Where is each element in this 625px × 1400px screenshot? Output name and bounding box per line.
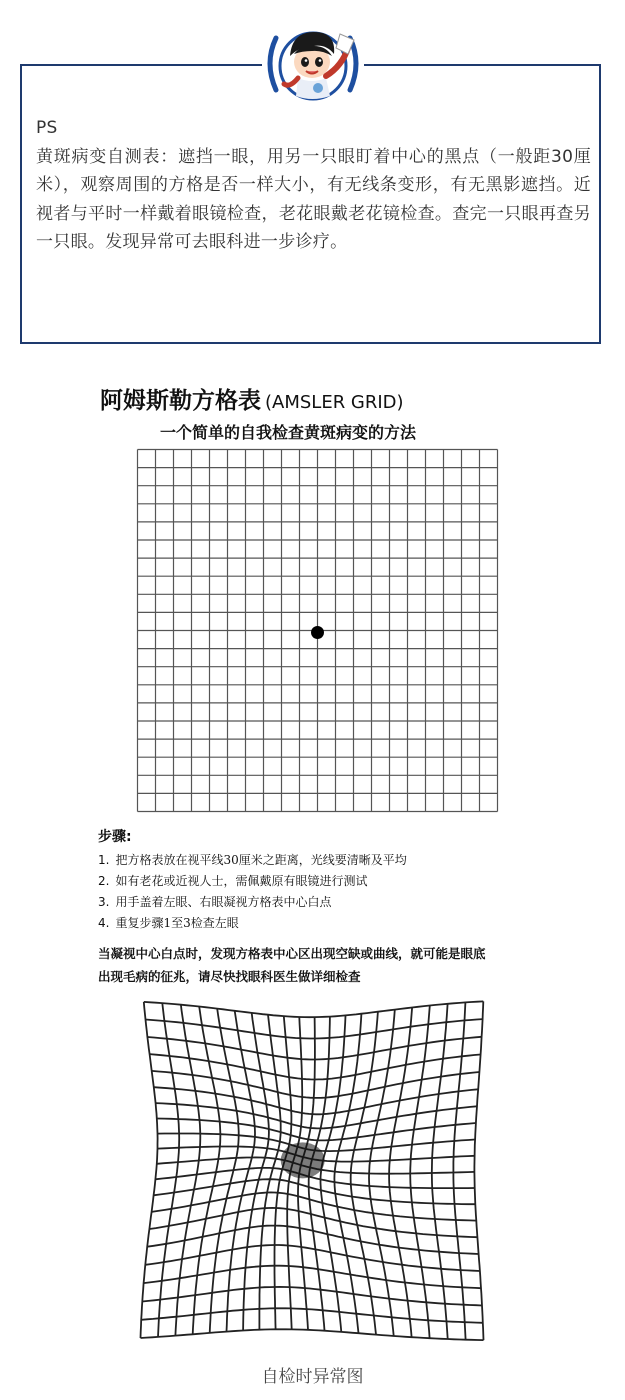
mascot-illustration	[262, 18, 364, 108]
ps-label: PS	[36, 118, 58, 138]
distorted-line-vertical	[321, 1015, 346, 1332]
distorted-line-vertical	[389, 1008, 412, 1338]
warning-text: 当凝视中心白点时，发现方格表中心区出现空缺或曲线，就可能是眼底 出现毛病的征兆，请尽快找眼科医生做详细检查	[98, 946, 486, 984]
distorted-line-horizontal	[145, 1245, 480, 1271]
distorted-line-vertical	[453, 1002, 465, 1339]
distorted-line-horizontal	[156, 1103, 477, 1128]
distorted-line-vertical	[474, 1001, 483, 1340]
mascot-avatar	[262, 18, 364, 108]
distorted-line-horizontal	[157, 1119, 476, 1141]
step-item: 1. 把方格表放在视平线30厘米之距离，光线要清晰及平均	[98, 853, 407, 867]
distorted-line-vertical	[259, 1015, 280, 1330]
amsler-title-cn: 阿姆斯勒方格表	[100, 388, 261, 414]
step-item: 4. 重复步骤1至3检查左眼	[98, 916, 239, 930]
distorted-line-vertical	[410, 1006, 430, 1339]
distorted-line-horizontal	[144, 1001, 484, 1017]
distorted-line-horizontal	[154, 1087, 478, 1114]
step-item: 3. 用手盖着左眼、右眼凝视方格表中心白点	[98, 895, 332, 909]
distorted-line-vertical	[141, 1002, 158, 1338]
amsler-grid-normal	[136, 448, 500, 814]
distorted-line-horizontal	[141, 1329, 484, 1340]
amsler-grid-distorted	[136, 996, 488, 1344]
distorted-line-horizontal	[142, 1287, 482, 1306]
distorted-line-horizontal	[141, 1308, 483, 1323]
amsler-title	[100, 382, 404, 415]
distorted-line-horizontal	[152, 1192, 477, 1220]
distortion-dark-spot	[281, 1142, 325, 1178]
amsler-title-en: (AMSLER GRID)	[265, 392, 404, 413]
distorted-line-vertical	[243, 1013, 269, 1331]
steps-section	[98, 826, 538, 988]
distorted-line-horizontal	[144, 1266, 481, 1289]
card-text	[36, 114, 591, 257]
step-item: 2. 如有老花或近视人士，需佩戴原有眼镜进行测试	[98, 874, 368, 888]
card-body-text: 黄斑病变自测表：遮挡一眼，用另一只眼盯着中心的黑点（一般距30厘米），观察周围的方格是否一样大小，有无线条变形，有无黑影遮挡。近视者与平时一样戴着眼镜检查，老花眼戴老花镜检查。查完一只眼再查另一只眼。发现异常可去眼科进一步诊疗。	[36, 146, 591, 252]
distorted-line-vertical	[158, 1003, 179, 1337]
figure-caption: 自检时异常图	[261, 1367, 364, 1387]
steps-title: 步骤:	[98, 829, 132, 845]
center-dot	[311, 626, 324, 639]
distorted-line-vertical	[432, 1004, 448, 1339]
amsler-subtitle: 一个简单的自我检查黄斑病变的方法	[160, 423, 417, 442]
